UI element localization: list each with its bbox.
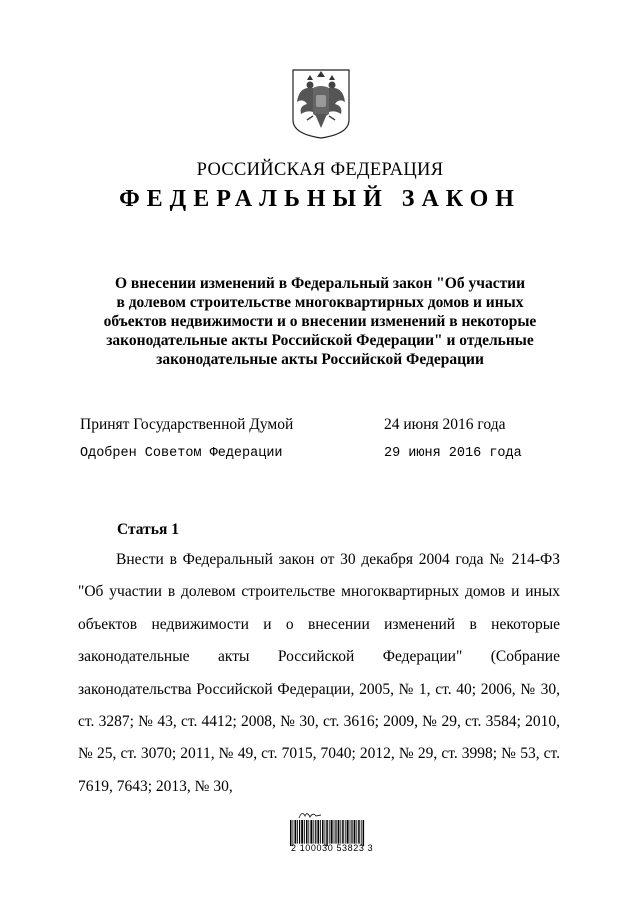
adopted-by-duma-date: 24 июня 2016 года (384, 416, 506, 433)
coat-of-arms-icon (289, 68, 353, 140)
article-text: Внести в Федеральный закон от 30 декабря 2004 года № 214-ФЗ "Об участии в долевом строительстве многоквартирных домов и иных объектов недвижимости и о внесении изменений в некоторые законодательные акты Российской Федерации" (Собрание законодательства Российской Федерации, 2005, № 1, ст. 40; 2006, № 30, ст. 3287; № 43, ст. 4412; 2008, № 30, ст. 3616; 2009, № 29, ст. 3584; 2010, № 25, ст. 3070; 2011, № 49, ст. 7015, 7040; 2012, № 29, ст. 3998; № 53, ст. 7619, 7643; 2013, № 30, (78, 551, 560, 795)
approved-by-council-label: Одобрен Советом Федерации (80, 446, 283, 461)
country-heading: РОССИЙСКАЯ ФЕДЕРАЦИЯ (196, 160, 444, 180)
article-heading: Статья 1 (117, 521, 179, 538)
law-title-line: законодательные акты Российской Федерации" и отдельные (106, 332, 534, 349)
law-title-line: О внесении изменений в Федеральный закон "Об участии (114, 275, 526, 292)
law-title-line: в долевом строительстве многоквартирных домов и иных (116, 294, 524, 311)
law-title-line: законодательные акты Российской Федерации (156, 351, 484, 368)
document-type-heading: ФЕДЕРАЛЬНЫЙ ЗАКОН (119, 186, 521, 212)
barcode-number: 2 100030 53823 3 (291, 843, 374, 853)
law-title (60, 274, 580, 369)
approved-by-council-date: 29 июня 2016 года (384, 446, 522, 461)
adopted-by-duma-label: Принят Государственной Думой (80, 416, 294, 433)
law-title-line: объектов недвижимости и о внесении изменений в некоторые (103, 313, 537, 330)
signature-initials (298, 808, 322, 820)
